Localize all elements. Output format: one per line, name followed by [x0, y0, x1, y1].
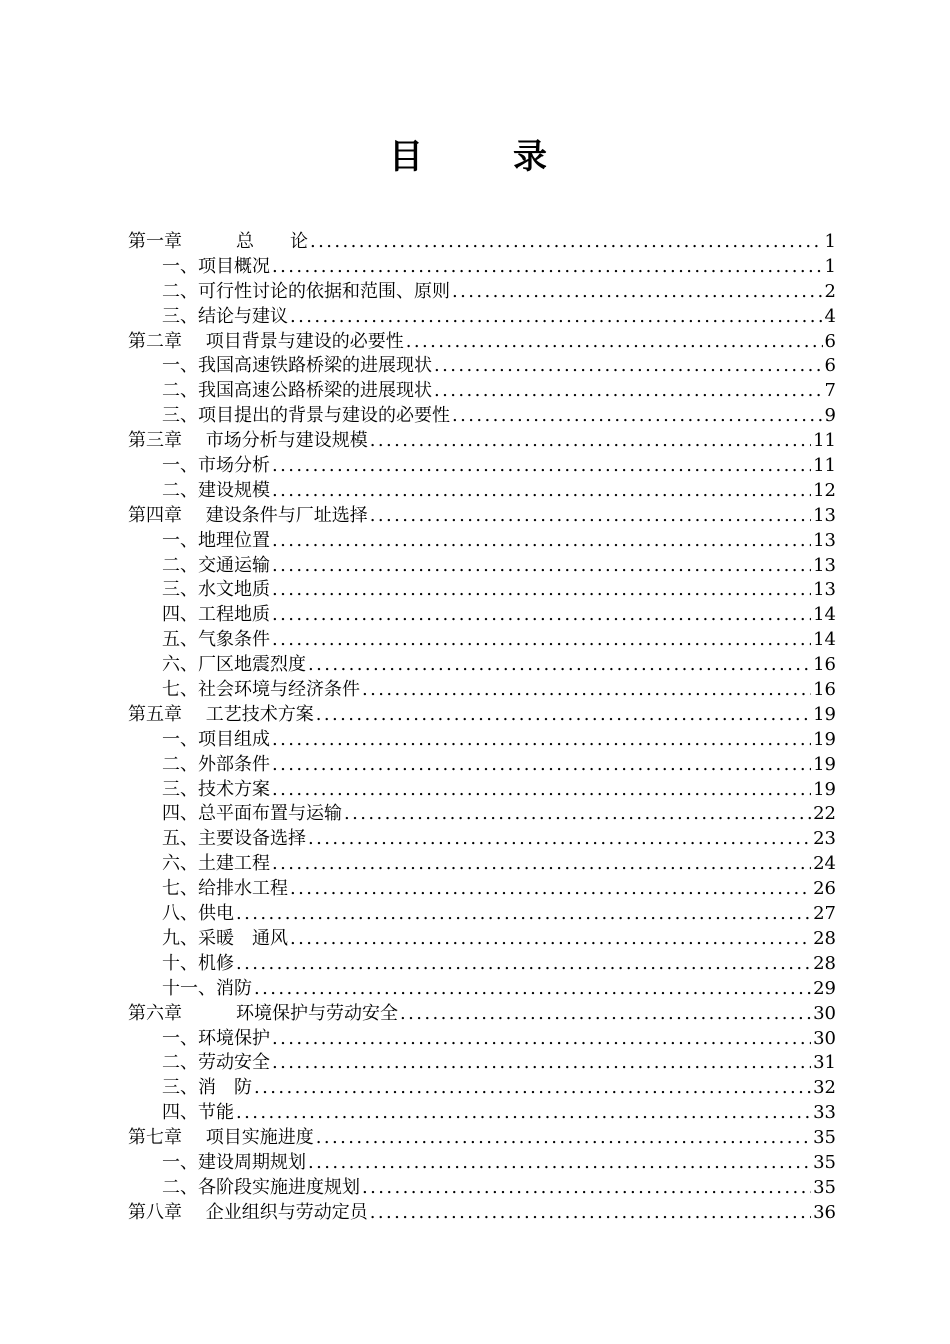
toc-page-number: 19 — [813, 728, 836, 750]
toc-section-entry — [128, 255, 836, 280]
toc-section-entry — [128, 554, 836, 579]
toc-entry-label: 二、外部条件 — [162, 753, 270, 775]
toc-page-number: 14 — [813, 629, 836, 651]
toc-page-number: 27 — [813, 903, 836, 925]
toc-chapter-entry — [128, 504, 836, 529]
toc-section-entry — [128, 753, 836, 778]
toc-page-number: 19 — [813, 778, 836, 800]
toc-leader-dots — [272, 578, 811, 603]
toc-page-number: 13 — [813, 504, 836, 526]
toc-entry-label: 第六章 环境保护与劳动安全 — [128, 1002, 398, 1024]
toc-section-entry — [128, 354, 836, 379]
toc-leader-dots — [362, 678, 811, 703]
toc-section-entry — [128, 902, 836, 927]
toc-page-number: 19 — [813, 753, 836, 775]
toc-leader-dots — [272, 753, 811, 778]
toc-page-number: 13 — [813, 529, 836, 551]
toc-section-entry — [128, 578, 836, 603]
toc-section-entry — [128, 678, 836, 703]
toc-page-number: 36 — [813, 1201, 836, 1223]
toc-entry-label: 二、我国高速公路桥梁的进展现状 — [162, 380, 432, 402]
toc-section-entry — [128, 1076, 836, 1101]
toc-chapter-entry — [128, 1126, 836, 1151]
toc-section-entry — [128, 728, 836, 753]
toc-leader-dots — [362, 1176, 811, 1201]
toc-entry-label: 第一章 总 论 — [128, 231, 308, 252]
toc-section-entry — [128, 404, 836, 429]
toc-section-entry — [128, 628, 836, 653]
toc-entry-label: 二、建设规模 — [162, 479, 270, 501]
toc-chapter-entry — [128, 703, 836, 728]
toc-section-entry — [128, 827, 836, 852]
toc-entry-label: 四、节能 — [162, 1102, 234, 1124]
toc-entry-label: 第四章 建设条件与厂址选择 — [128, 504, 368, 526]
toc-leader-dots — [400, 1002, 811, 1027]
toc-leader-dots — [272, 255, 823, 280]
toc-page-number: 30 — [813, 1002, 836, 1024]
toc-page-number: 24 — [813, 853, 836, 875]
toc-section-entry — [128, 603, 836, 628]
toc-section-entry — [128, 529, 836, 554]
toc-chapter-entry — [128, 330, 836, 355]
toc-leader-dots — [308, 1151, 811, 1176]
toc-page-number: 1 — [824, 231, 836, 252]
toc-page-number: 11 — [813, 455, 836, 477]
toc-page-number: 26 — [813, 878, 836, 900]
toc-leader-dots — [272, 1051, 811, 1076]
toc-entry-label: 一、项目概况 — [162, 255, 270, 277]
toc-page-number: 6 — [824, 330, 836, 352]
toc-leader-dots — [272, 628, 811, 653]
toc-leader-dots — [254, 977, 811, 1002]
toc-leader-dots — [272, 852, 811, 877]
toc-entry-label: 三、技术方案 — [162, 778, 270, 800]
toc-entry-label: 四、工程地质 — [162, 604, 270, 626]
toc-entry-label: 第三章 市场分析与建设规模 — [128, 430, 368, 452]
toc-chapter-entry — [128, 230, 836, 255]
toc-section-entry — [128, 379, 836, 404]
toc-entry-label: 九、采暖 通风 — [162, 927, 288, 949]
toc-leader-dots — [272, 529, 811, 554]
toc-leader-dots — [272, 454, 811, 479]
toc-section-entry — [128, 280, 836, 305]
toc-page-number: 28 — [813, 927, 836, 949]
toc-leader-dots — [290, 927, 811, 952]
toc-entry-label: 第五章 工艺技术方案 — [128, 703, 314, 725]
toc-page-number: 32 — [813, 1077, 836, 1099]
toc-page-number: 35 — [813, 1151, 836, 1173]
toc-page-number: 1 — [824, 255, 836, 277]
toc-entry-label: 一、项目组成 — [162, 728, 270, 750]
toc-page-number: 19 — [813, 703, 836, 725]
toc-section-entry — [128, 927, 836, 952]
toc-page-number: 30 — [813, 1027, 836, 1049]
toc-entry-label: 八、供电 — [162, 903, 234, 925]
toc-leader-dots — [370, 504, 811, 529]
toc-section-entry — [128, 852, 836, 877]
toc-page-number: 23 — [813, 828, 836, 850]
toc-entry-label: 五、气象条件 — [162, 629, 270, 651]
toc-entry-label: 二、劳动安全 — [162, 1052, 270, 1074]
toc-page-number: 16 — [813, 654, 836, 676]
toc-entry-label: 第八章 企业组织与劳动定员 — [128, 1201, 368, 1223]
toc-section-entry — [128, 479, 836, 504]
toc-page-number: 2 — [824, 280, 836, 302]
toc-leader-dots — [236, 902, 811, 927]
toc-chapter-entry — [128, 1201, 836, 1226]
toc-entry-label: 五、主要设备选择 — [162, 828, 306, 850]
toc-page-number: 22 — [813, 803, 836, 825]
toc-entry-label: 一、地理位置 — [162, 529, 270, 551]
toc-chapter-entry — [128, 1002, 836, 1027]
toc-section-entry — [128, 977, 836, 1002]
toc-page-number: 9 — [824, 405, 836, 427]
toc-entry-label: 二、交通运输 — [162, 554, 270, 576]
toc-section-entry — [128, 1151, 836, 1176]
toc-entry-label: 七、社会环境与经济条件 — [162, 679, 360, 701]
toc-page-number: 12 — [813, 479, 836, 501]
toc-page-number: 35 — [813, 1127, 836, 1149]
toc-leader-dots — [452, 280, 823, 305]
toc-leader-dots — [272, 728, 811, 753]
toc-entry-label: 三、项目提出的背景与建设的必要性 — [162, 405, 450, 427]
toc-leader-dots — [272, 603, 811, 628]
toc-section-entry — [128, 952, 836, 977]
toc-chapter-entry — [128, 429, 836, 454]
page-title: 目 录 — [389, 137, 575, 177]
toc-leader-dots — [370, 429, 811, 454]
toc-leader-dots — [254, 1076, 811, 1101]
toc-entry-label: 十一、消防 — [162, 977, 252, 999]
toc-leader-dots — [308, 653, 811, 678]
toc-page-number: 33 — [813, 1102, 836, 1124]
toc-page-number: 7 — [824, 380, 836, 402]
toc-leader-dots — [310, 230, 823, 255]
toc-leader-dots — [272, 778, 811, 803]
toc-leader-dots — [452, 404, 823, 429]
toc-section-entry — [128, 1051, 836, 1076]
toc-leader-dots — [308, 827, 811, 852]
toc-page-number: 13 — [813, 554, 836, 576]
toc-leader-dots — [434, 379, 823, 404]
toc-leader-dots — [290, 877, 811, 902]
toc-page-number: 29 — [813, 977, 836, 999]
toc-leader-dots — [236, 952, 811, 977]
toc-entry-label: 一、我国高速铁路桥梁的进展现状 — [162, 355, 432, 377]
toc-page-number: 6 — [824, 355, 836, 377]
toc-page-number: 28 — [813, 952, 836, 974]
toc-entry-label: 二、可行性讨论的依据和范围、原则 — [162, 280, 450, 302]
toc-section-entry — [128, 305, 836, 330]
toc-entry-label: 七、给排水工程 — [162, 878, 288, 900]
toc-entry-label: 第七章 项目实施进度 — [128, 1127, 314, 1149]
toc-entry-label: 一、市场分析 — [162, 455, 270, 477]
toc-section-entry — [128, 778, 836, 803]
toc-entry-label: 一、环境保护 — [162, 1027, 270, 1049]
toc-page-number: 16 — [813, 679, 836, 701]
toc-entry-label: 六、厂区地震烈度 — [162, 654, 306, 676]
toc-leader-dots — [290, 305, 823, 330]
toc-entry-label: 六、土建工程 — [162, 853, 270, 875]
toc-entry-label: 一、建设周期规划 — [162, 1151, 306, 1173]
toc-page-number: 11 — [813, 430, 836, 452]
toc-section-entry — [128, 653, 836, 678]
toc-leader-dots — [272, 1027, 811, 1052]
toc-page-number: 13 — [813, 579, 836, 601]
toc-entry-label: 第二章 项目背景与建设的必要性 — [128, 330, 404, 352]
toc-leader-dots — [236, 1101, 811, 1126]
table-of-contents — [128, 230, 836, 1226]
toc-entry-label: 十、机修 — [162, 952, 234, 974]
toc-leader-dots — [406, 330, 823, 355]
toc-entry-label: 二、各阶段实施进度规划 — [162, 1176, 360, 1198]
toc-entry-label: 四、总平面布置与运输 — [162, 803, 342, 825]
toc-leader-dots — [316, 703, 811, 728]
toc-leader-dots — [316, 1126, 811, 1151]
toc-section-entry — [128, 1101, 836, 1126]
toc-page-number: 35 — [813, 1176, 836, 1198]
toc-leader-dots — [272, 479, 811, 504]
toc-leader-dots — [272, 554, 811, 579]
toc-leader-dots — [434, 354, 823, 379]
toc-page-number: 4 — [824, 305, 836, 327]
toc-section-entry — [128, 802, 836, 827]
toc-section-entry — [128, 454, 836, 479]
toc-leader-dots — [370, 1201, 811, 1226]
toc-page-number: 31 — [813, 1052, 836, 1074]
toc-entry-label: 三、消 防 — [162, 1077, 252, 1099]
toc-entry-label: 三、结论与建议 — [162, 305, 288, 327]
toc-leader-dots — [344, 802, 811, 827]
toc-entry-label: 三、水文地质 — [162, 579, 270, 601]
toc-section-entry — [128, 877, 836, 902]
toc-section-entry — [128, 1176, 836, 1201]
toc-section-entry — [128, 1027, 836, 1052]
toc-page-number: 14 — [813, 604, 836, 626]
